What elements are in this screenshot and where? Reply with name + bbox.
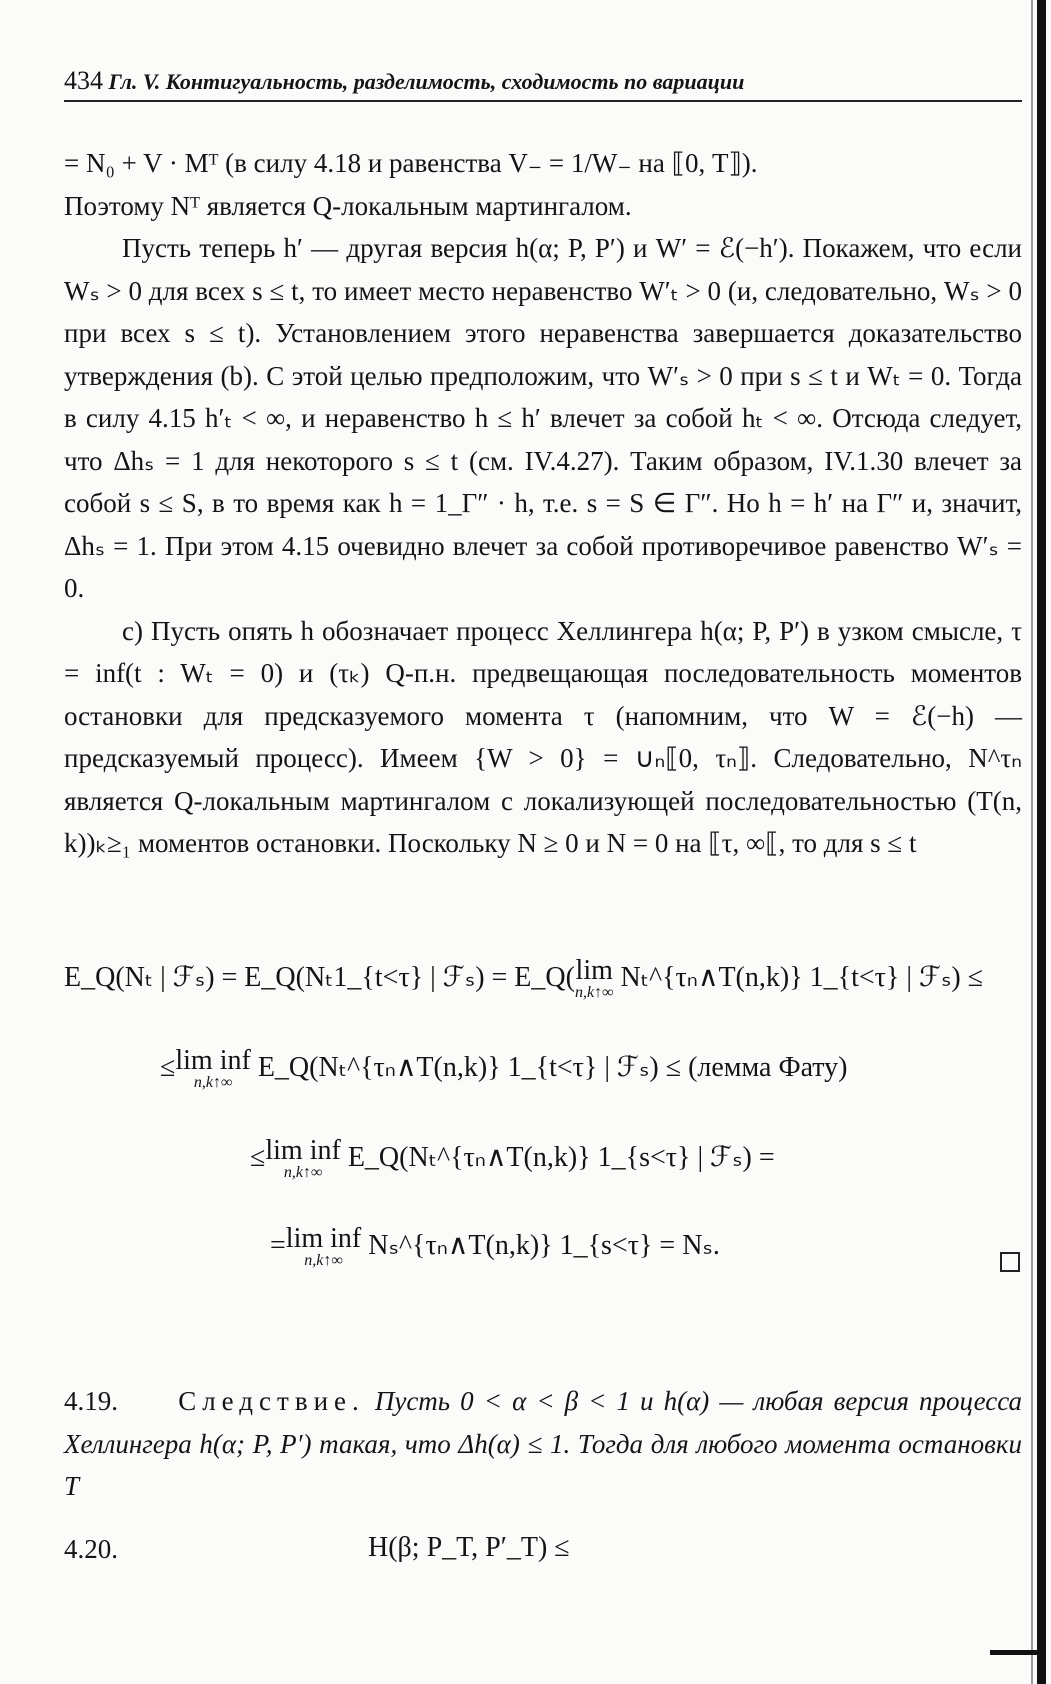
display-equation-3: ≤lim inf n,k↑∞ E_Q(Nₜ^{τₙ∧T(n,k)} 1_{s<τ} | ℱₛ) =	[250, 1135, 775, 1181]
text-block-top	[64, 142, 1022, 865]
display-equation-2: ≤lim inf n,k↑∞ E_Q(Nₜ^{τₙ∧T(n,k)} 1_{t<τ} | ℱₛ) ≤ (лемма Фату)	[160, 1045, 848, 1091]
display-equation-4: =lim inf n,k↑∞ Nₛ^{τₙ∧T(n,k)} 1_{s<τ} = Nₛ.	[270, 1223, 720, 1269]
display-equation-1: E_Q(Nₜ | ℱₛ) = E_Q(Nₜ1_{t<τ} | ℱₛ) = E_Q(lim n,k↑∞ Nₜ^{τₙ∧T(n,k)} 1_{t<τ} | ℱₛ) ≤	[64, 955, 984, 1001]
paragraph-part-b: Пусть теперь h′ — другая версия h(α; P, P′) и W′ = ℰ(−h′). Покажем, что если Wₛ > 0 для всех s ≤ t, то имеет место неравенство W′ₜ > 0 (и, следовательно, Wₛ > 0 при всех s ≤ t). Установлением этого неравенства завершается доказательство утверждения (b). С этой целью предположим, что W′ₛ > 0 при s ≤ t и Wₜ = 0. Тогда в силу 4.15 h′ₜ < ∞, и неравенство h ≤ h′ влечет за собой hₜ < ∞. Отсюда следует, что Δhₛ = 1 для некоторого s ≤ t (см. IV.4.27). Таким образом, IV.1.30 влечет за собой s ≤ S, в то время как h = 1_Γ″ · h, т.е. s = S ∈ Γ″. Но h = h′ на Γ″ и, значит, Δhₛ = 1. При этом 4.15 очевидно влечет за собой противоречивое равенство W′ₛ = 0.	[64, 233, 1023, 603]
qed-square-icon	[1000, 1252, 1020, 1272]
corollary-title: Следствие.	[178, 1386, 365, 1416]
line-nt-local-martingale: Поэтому Nᵀ является Q-локальным мартингалом.	[64, 190, 632, 221]
corollary-number: 4.19.	[64, 1386, 118, 1416]
formula-4-20: H(β; P_T, P′_T) ≤	[368, 1532, 570, 1563]
page-edge-bar	[1037, 0, 1046, 1684]
header-rule	[64, 100, 1022, 102]
equation-line-1: = N₀ + V · Mᵀ (в силу 4.18 и равенства V₋ = 1/W₋ на ⟦0, T⟧).	[64, 148, 758, 178]
corollary-body: Пусть 0 < α < β < 1 и h(α) — любая версия процесса Хеллингера h(α; P, P′) такая, что Δh(α) ≤ 1. Тогда для любого момента остановки T	[64, 1386, 1023, 1501]
page-bottom-bar	[990, 1650, 1046, 1655]
corollary-block	[64, 1380, 1022, 1508]
page-edge-shadow	[1031, 0, 1033, 1684]
paragraph-part-c: c) Пусть опять h обозначает процесс Хеллингера h(α; P, P′) в узком смысле, τ = inf(t : Wₜ = 0) и (τₖ) Q-п.н. предвещающая последовательность моментов остановки для предсказуемого момента τ (напомним, что W = ℰ(−h) —предсказуемый процесс). Имеем {W > 0} = ∪ₙ⟦0, τₙ⟧. Следовательно, N^τₙ является Q-локальным мартингалом с локализующей последовательностью (T(n, k))ₖ≥₁ моментов остановки. Поскольку N ≥ 0 и N = 0 на ⟦τ, ∞⟦, то для s ≤ t	[64, 615, 1022, 858]
page-number: 434	[64, 66, 103, 95]
running-head-title: Гл. V. Контигуальность, разделимость, сходимость по вариации	[108, 69, 745, 94]
formula-4-20-number: 4.20.	[64, 1534, 118, 1564]
running-header	[64, 66, 1014, 96]
